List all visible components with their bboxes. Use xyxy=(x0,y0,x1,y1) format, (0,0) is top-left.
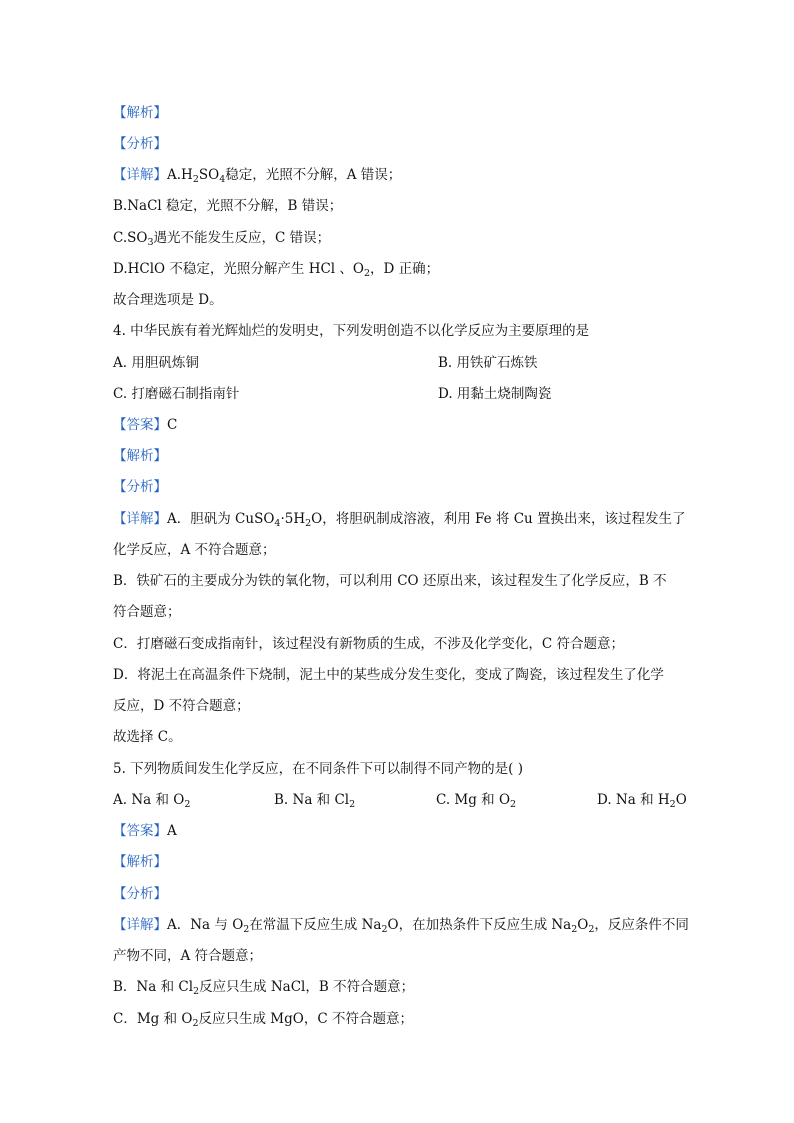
text-run: 【解析】 xyxy=(113,448,167,464)
q4-detail-b-cont: 符合题意； xyxy=(113,604,181,620)
text-run: B．Na 和 Cl xyxy=(113,979,194,995)
q3-detail-d xyxy=(113,260,439,278)
q5-stem: 5. 下列物质间发生化学反应，在不同条件下可以制得不同产物的是( ) xyxy=(113,761,523,777)
subscript-text: 3 xyxy=(147,237,154,248)
fenxi-heading-q5 xyxy=(113,885,167,903)
q4-answer xyxy=(113,416,177,434)
text-run: 反应只生成 MgO，C 不符合题意； xyxy=(198,1011,413,1027)
text-run: 【分析】 xyxy=(113,479,167,495)
subscript-text: 2 xyxy=(363,268,371,279)
text-run: SO xyxy=(198,167,220,183)
subscript-text: 2 xyxy=(669,799,676,810)
q4-detail-b: B．铁矿石的主要成分为铁的氧化物，可以利用 CO 还原出来，该过程发生了化学反应，B 不 xyxy=(113,573,667,589)
text-run: C．Mg 和 O xyxy=(113,1011,193,1027)
subscript-text: 2 xyxy=(571,924,578,935)
text-run: 【答案】 xyxy=(113,417,167,433)
text-run: 稳定，光照不分解，A 错误； xyxy=(225,167,402,183)
subscript-text: 2 xyxy=(193,986,200,997)
jiexi-heading-q3 xyxy=(113,104,167,122)
q5-answer xyxy=(113,822,177,840)
q3-detail-b: B.NaCl 稳定，光照不分解，B 错误； xyxy=(113,198,343,214)
text-run: 【解析】 xyxy=(113,105,167,121)
text-run: O，在加热条件下反应生成 Na xyxy=(387,917,572,933)
text-run: A．Na 与 O xyxy=(167,917,244,933)
q3-detail-c xyxy=(113,229,330,247)
text-run: 【详解】 xyxy=(113,511,167,527)
text-run: D. Na 和 H xyxy=(597,792,670,808)
q5-option-a xyxy=(113,791,190,809)
text-run: A．胆矾为 CuSO xyxy=(167,511,275,527)
text-run: A xyxy=(167,823,177,839)
text-run: A.H xyxy=(167,167,193,183)
subscript-text: 2 xyxy=(192,1018,199,1029)
text-run: ，反应条件不同 xyxy=(594,917,689,933)
q4-option-d: D. 用黏土烧制陶瓷 xyxy=(438,386,552,402)
q5-detail-a xyxy=(113,916,689,934)
text-run: 反应只生成 NaCl，B 不符合题意； xyxy=(199,979,415,995)
q5-detail-c xyxy=(113,1010,413,1028)
q4-option-b: B. 用铁矿石炼铁 xyxy=(438,355,538,371)
text-run: 【详解】 xyxy=(113,167,167,183)
text-run: ，D 正确； xyxy=(370,261,440,277)
q3-detail-a xyxy=(113,166,401,184)
text-run: C xyxy=(167,417,178,433)
subscript-text: 4 xyxy=(274,518,281,529)
text-run: B. Na 和 Cl xyxy=(274,792,350,808)
text-run: O xyxy=(675,792,687,808)
q4-option-c: C. 打磨磁石制指南针 xyxy=(113,386,240,402)
text-run: C. Mg 和 O xyxy=(436,792,511,808)
text-run: ·5H xyxy=(280,511,306,527)
fenxi-heading-q3 xyxy=(113,135,167,153)
text-run: 遇光不能发生反应，C 错误； xyxy=(153,230,331,246)
text-run: 【解析】 xyxy=(113,854,167,870)
q5-detail-a-cont: 产物不同，A 符合题意； xyxy=(113,948,263,964)
q4-detail-c: C．打磨磁石变成指南针，该过程没有新物质的生成，不涉及化学变化，C 符合题意； xyxy=(113,636,624,652)
q3-conclusion: 故合理选项是 D。 xyxy=(113,292,223,308)
subscript-text: 2 xyxy=(349,799,356,810)
subscript-text: 2 xyxy=(305,518,312,529)
text-run: A. Na 和 O xyxy=(113,792,185,808)
q4-option-a: A. 用胆矾炼铜 xyxy=(113,355,199,371)
text-run: 【分析】 xyxy=(113,136,167,152)
text-run: 【分析】 xyxy=(113,886,167,902)
subscript-text: 2 xyxy=(588,924,595,935)
text-run: 在常温下反应生成 Na xyxy=(249,917,382,933)
text-run: O，将胆矾制成溶液，利用 Fe 将 Cu 置换出来，该过程发生了 xyxy=(311,511,686,527)
q4-detail-a xyxy=(113,510,686,528)
jiexi-heading-q4 xyxy=(113,447,167,465)
text-run: 【详解】 xyxy=(113,917,167,933)
q4-stem: 4. 中华民族有着光辉灿烂的发明史，下列发明创造不以化学反应为主要原理的是 xyxy=(113,323,590,339)
q5-detail-b xyxy=(113,978,414,996)
q5-option-c xyxy=(436,791,516,809)
text-run: O xyxy=(577,917,589,933)
subscript-text: 2 xyxy=(243,924,250,935)
text-run: D.HClO 不稳定，光照分解产生 HCl 、O xyxy=(113,261,364,277)
text-run: 【答案】 xyxy=(113,823,167,839)
q5-option-d xyxy=(597,791,687,809)
subscript-text: 2 xyxy=(192,174,199,185)
jiexi-heading-q5 xyxy=(113,853,167,871)
subscript-text: 2 xyxy=(184,799,191,810)
q5-option-b xyxy=(274,791,355,809)
q4-detail-d: D．将泥土在高温条件下烧制，泥土中的某些成分发生变化，变成了陶瓷，该过程发生了化学 xyxy=(113,667,664,683)
q4-conclusion: 故选择 C。 xyxy=(113,729,182,745)
q4-detail-a-cont: 化学反应，A 不符合题意； xyxy=(113,542,276,558)
q4-detail-d-cont: 反应，D 不符合题意； xyxy=(113,698,250,714)
subscript-text: 4 xyxy=(219,174,226,185)
subscript-text: 2 xyxy=(510,799,517,810)
fenxi-heading-q4 xyxy=(113,478,167,496)
text-run: C.SO xyxy=(113,230,148,246)
subscript-text: 2 xyxy=(381,924,388,935)
